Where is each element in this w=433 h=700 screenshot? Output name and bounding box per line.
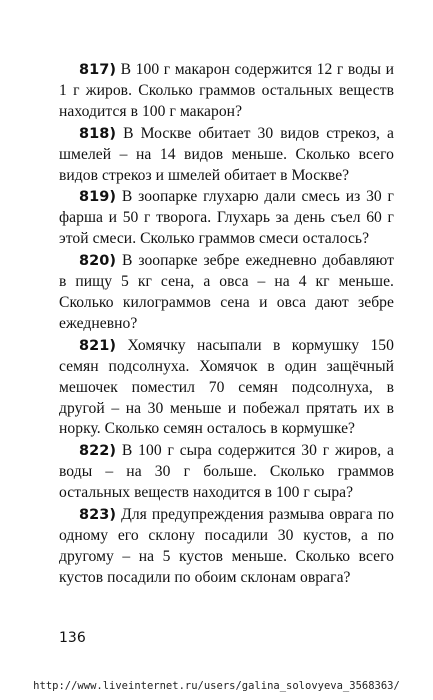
problem-text: В Москве обитает 30 видов стрекоз, а шмелей – на 14 видов меньше. Сколько всего видов стрекоз и шмелей обитает в Москве? xyxy=(59,124,394,184)
problem-821 xyxy=(59,336,394,441)
problem-817 xyxy=(59,60,394,123)
problem-number: 823) xyxy=(79,507,117,524)
problem-number: 820) xyxy=(79,253,117,270)
problem-text: В 100 г сыра содержится 30 г жиров, а воды – на 30 г больше. Сколько граммов остальных веществ находится в 100 г сыра? xyxy=(59,442,394,502)
problem-number: 822) xyxy=(79,443,117,460)
problem-823 xyxy=(59,505,394,589)
source-url: http://www.liveinternet.ru/users/galina_solovyeva_3568363/ xyxy=(33,680,400,692)
problem-number: 819) xyxy=(79,189,117,206)
problem-number: 818) xyxy=(79,125,117,142)
problem-818 xyxy=(59,124,394,187)
problem-822 xyxy=(59,441,394,504)
problem-text: Хомячку насыпали в кормушку 150 семян подсолнуха. Хомячок в один защёчный мешочек поместил 70 семян подсолнуха, в другой – на 30 меньше и побежал прятать их в норку. Сколько семян осталось в кормушке? xyxy=(59,336,395,438)
problem-819 xyxy=(59,187,394,250)
problem-820 xyxy=(59,251,394,335)
problem-text: В зоопарке зебре ежедневно добавляют в пищу 5 кг сена, а овса – на 4 кг меньше. Сколько килограммов сена и овса дают зебре ежедневно? xyxy=(59,252,394,332)
problem-text: В 100 г макарон содержится 12 г воды и 1 г жиров. Сколько граммов остальных веществ находится в 100 г макарон? xyxy=(59,61,394,120)
page-number: 136 xyxy=(59,630,86,646)
problem-number: 817) xyxy=(79,62,117,78)
problem-text: В зоопарке глухарю дали смесь из 30 г фарша и 50 г творога. Глухарь за день съел 60 г этой смеси. Сколько граммов смеси осталось? xyxy=(59,188,395,248)
page-content xyxy=(59,60,394,590)
problem-number: 821) xyxy=(79,337,117,354)
problem-text: Для предупреждения размыва оврага по одному его склону посадили 30 кустов, а по другому – на 5 кустов меньше. Сколько всего кустов посадили по обоим склонам оврага? xyxy=(59,506,394,586)
